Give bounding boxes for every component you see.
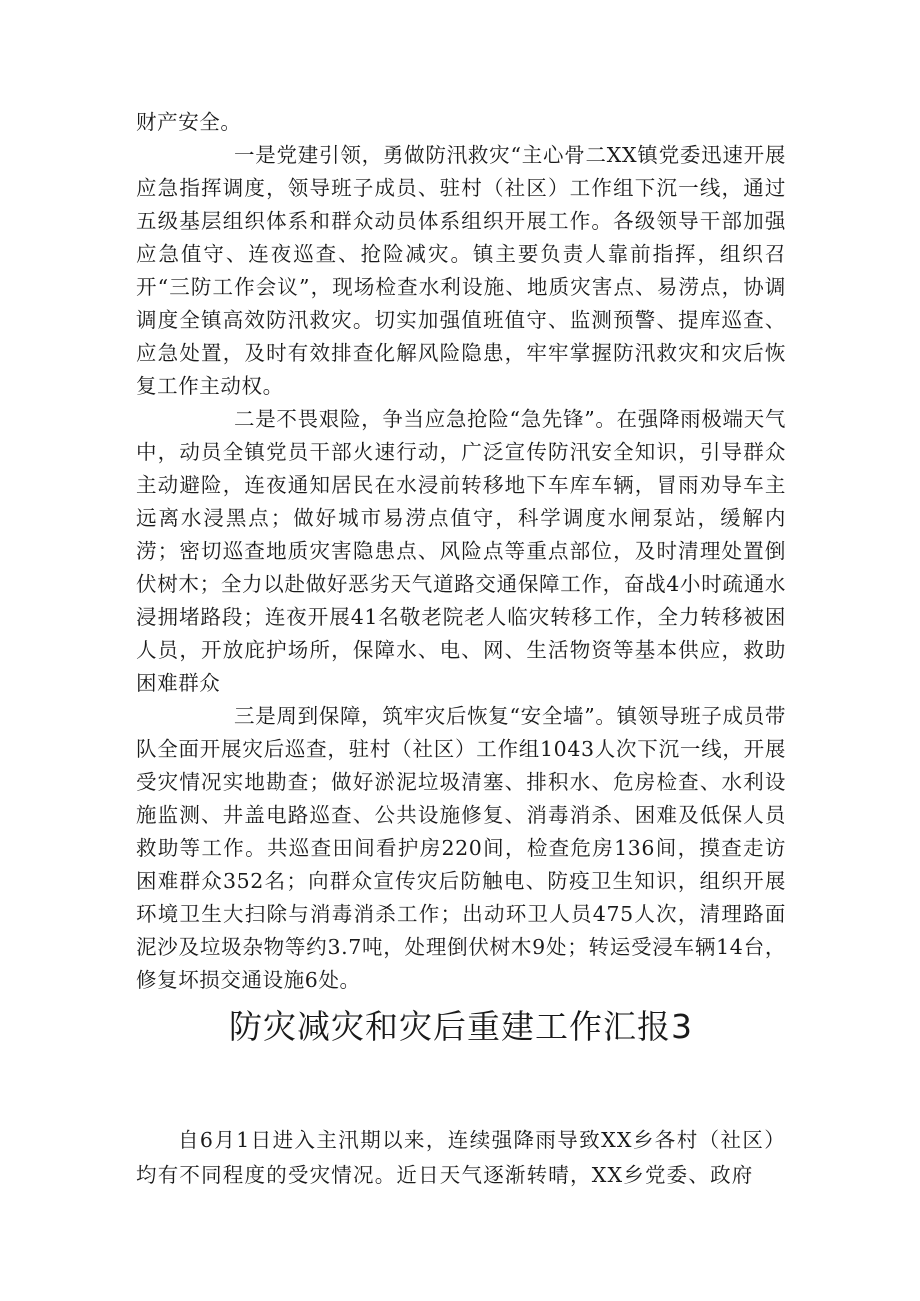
paragraph-post-disaster-support: 三是周到保障，筑牢灾后恢复“安全墙”。镇领导班子成员带队全面开展灾后巡查，驻村（社区）工作组1043人次下沉一线，开展受灾情况实地勘查；做好淤泥垃圾清塞、排积水、危房检查、水利设施监测、井盖电路巡查、公共设施修复、消毒消杀、困难及低保人员救助等工作。共巡查田间看护房220间，检查危房136间，摸查走访困难群众352名；向群众宣传灾后防触电、防疫卫生知识，组织开展环境卫生大扫除与消毒消杀工作；出动环卫人员475人次，清理路面泥沙及垃圾杂物等约3.7吨，处理倒伏树木9处；转运受浸车辆14台，修复坏损交通设施6处。 bbox=[136, 704, 786, 992]
title-spacer bbox=[136, 1055, 786, 1123]
paragraph-party-leadership: 一是党建引领，勇做防汛救灾“主心骨二XX镇党委迅速开展应急指挥调度，领导班子成员、驻村（社区）工作组下沉一线，通过五级基层组织体系和群众动员体系组织开展工作。各级领导干部加强应急值守、连夜巡查、抢险减灾。镇主要负责人靠前指挥，组织召开“三防工作会议”，现场检查水利设施、地质灾害点、易涝点，协调调度全镇高效防汛救灾。切实加强值班值守、监测预警、提库巡查、应急处置，及时有效排查化解风险隐患，牢牢掌握防汛救灾和灾后恢复工作主动权。 bbox=[136, 143, 786, 398]
paragraph-emergency-rescue: 二是不畏艰险，争当应急抢险“急先锋”。在强降雨极端天气中，动员全镇党员干部火速行动，广泛宣传防汛安全知识，引导群众主动避险，连夜通知居民在水浸前转移地下车库车辆，冒雨劝导车主远离水浸黑点；做好城市易涝点值守，科学调度水闸泵站，缓解内涝；密切巡查地质灾害隐患点、风险点等重点部位，及时清理处置倒伏树木；全力以赴做好恶劣天气道路交通保障工作，奋战4小时疏通水浸拥堵路段；连夜开展41名敬老院老人临灾转移工作，全力转移被困人员，开放庇护场所，保障水、电、网、生活物资等基本供应，救助困难群众 bbox=[136, 407, 786, 695]
document-body bbox=[136, 106, 786, 1193]
paragraph-continuation: 财产安全。 bbox=[136, 110, 242, 134]
report-title: 防灾减灾和灾后重建工作汇报3 bbox=[229, 1007, 693, 1046]
paragraph-intro: 自6月1日进入主汛期以来，连续强降雨导致XX乡各村（社区）均有不同程度的受灾情况。近日天气逐渐转晴，XX乡党委、政府 bbox=[136, 1128, 786, 1187]
